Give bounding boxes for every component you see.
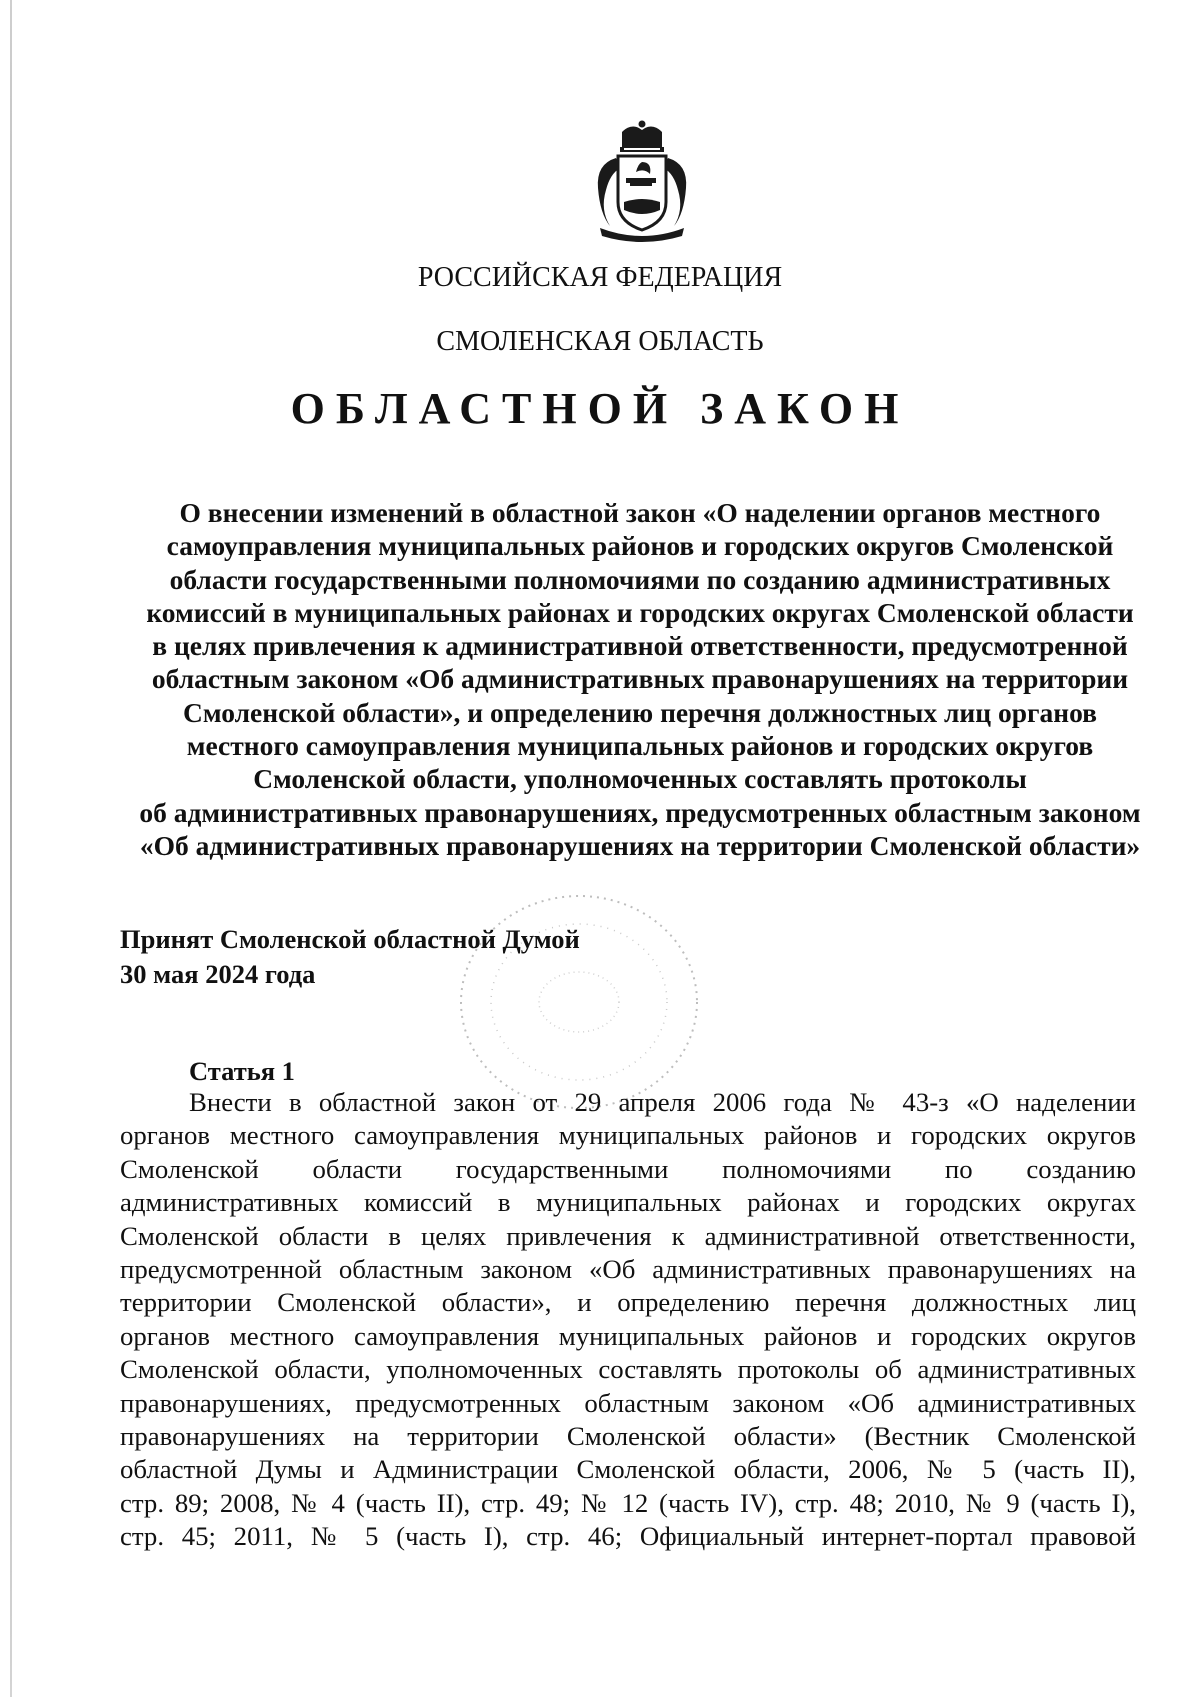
article-line: стр. 45; 2011, № 5 (часть I), стр. 46; Официальный интернет-портал правовой [120, 1521, 1136, 1552]
article-line: Внести в областной закон от 29 апреля 2006 года № 43-з «О наделении [189, 1087, 1136, 1117]
article-line: административных комиссий в муниципальных районах и городских округах [120, 1187, 1136, 1218]
article-line: органов местного самоуправления муниципальных районов и городских округов [120, 1120, 1136, 1151]
article-line: органов местного самоуправления муниципальных районов и городских округов [120, 1320, 1136, 1351]
title-line: местного самоуправления муниципальных районов и городских округов [186, 730, 1094, 762]
title-line: об административных правонарушениях, предусмотренных областным законом [139, 796, 1141, 828]
title-line: Смоленской области», и определению перечня должностных лиц органов [182, 696, 1097, 728]
article-line: правонарушениях, предусмотренных областным законом «Об административных [120, 1387, 1136, 1418]
title-line: областным законом «Об административных правонарушениях на территории [151, 663, 1129, 695]
article-text [120, 1086, 1136, 1554]
title-line: самоуправления муниципальных районов и городских округов Смоленской [166, 530, 1114, 562]
document-type: ОБЛАСТНОЙ ЗАКОН [290, 384, 910, 433]
article-line: Смоленской области, уполномоченных составлять протоколы об административных [120, 1354, 1136, 1385]
title-line: О внесении изменений в областной закон «О наделении органов местного [179, 497, 1101, 528]
scan-edge [10, 0, 12, 1697]
article-line: стр. 89; 2008, № 4 (часть II), стр. 49; № 12 (часть IV), стр. 48; 2010, № 9 (часть I), [120, 1487, 1136, 1518]
law-title [120, 496, 1160, 862]
adoption-body: Принят Смоленской областной Думой [120, 924, 580, 954]
article-line: Смоленской области в целях привлечения к административной ответственности, [120, 1220, 1136, 1251]
title-line: в целях привлечения к административной ответственности, предусмотренной [152, 630, 1128, 662]
article-line: Смоленской области государственными полномочиями по созданию [120, 1153, 1136, 1184]
title-line: Смоленской области, уполномоченных составлять протоколы [253, 763, 1027, 795]
country-name: РОССИЙСКАЯ ФЕДЕРАЦИЯ [417, 262, 783, 293]
adoption-info [120, 922, 580, 992]
article-line: территории Смоленской области», и определению перечня должностных лиц [120, 1287, 1136, 1318]
article-line: областной Думы и Администрации Смоленской области, 2006, № 5 (часть II), [120, 1454, 1136, 1485]
region-name: СМОЛЕНСКАЯ ОБЛАСТЬ [436, 326, 764, 357]
adoption-date: 30 мая 2024 года [120, 959, 316, 989]
coat-of-arms-icon [586, 118, 698, 246]
title-line: «Об административных правонарушениях на территории Смоленской области» [139, 829, 1141, 861]
article-line: предусмотренной областным законом «Об административных правонарушениях на [120, 1254, 1136, 1285]
title-line: области государственными полномочиями по созданию административных [169, 563, 1111, 595]
article-line: правонарушениях на территории Смоленской области» (Вестник Смоленской [120, 1421, 1136, 1452]
article-heading: Статья 1 [189, 1056, 295, 1086]
title-line: комиссий в муниципальных районах и городских округах Смоленской области [146, 596, 1134, 628]
